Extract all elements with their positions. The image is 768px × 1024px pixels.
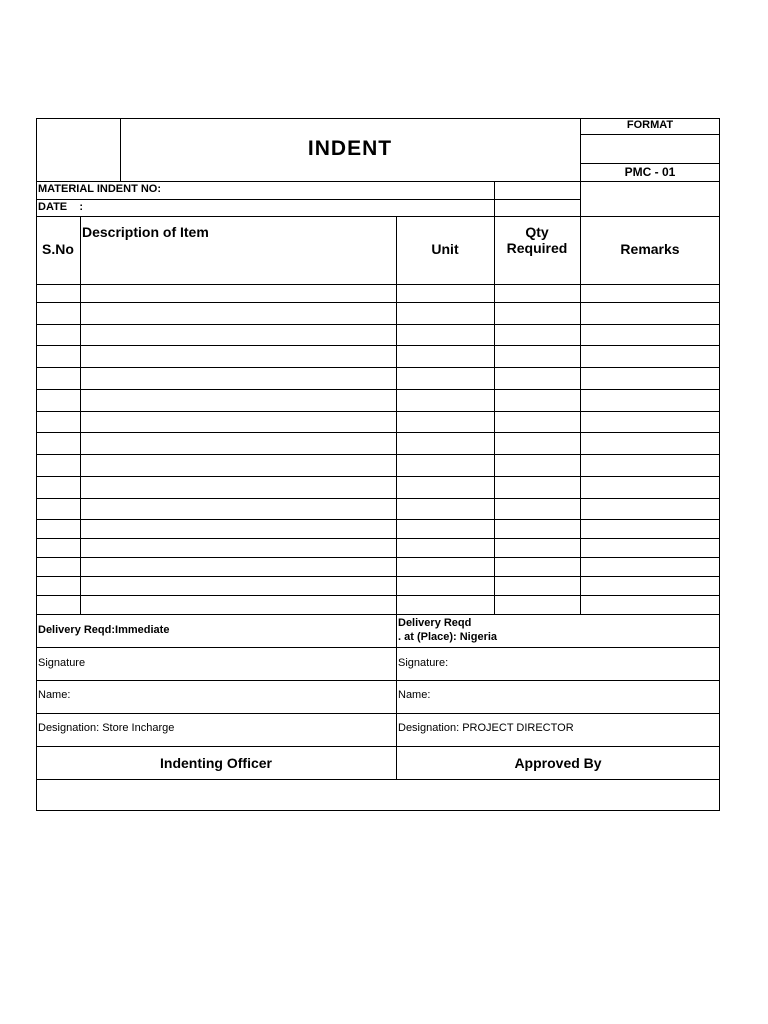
table-cell-unit[interactable] <box>398 391 492 410</box>
col-divider-qty <box>580 216 581 614</box>
table-cell-sno[interactable] <box>38 391 78 410</box>
name-left-label: Name: <box>38 689 71 701</box>
row-rule <box>36 557 720 558</box>
table-cell-remarks[interactable] <box>582 478 718 497</box>
table-cell-description[interactable] <box>82 347 394 366</box>
delivery-required-right-line2: . at (Place): Nigeria <box>398 631 498 643</box>
table-cell-sno[interactable] <box>38 369 78 388</box>
table-cell-remarks[interactable] <box>582 391 718 410</box>
row-rule <box>36 302 720 303</box>
col-header-qty: Qty <box>525 224 549 240</box>
row-rule <box>36 454 720 455</box>
row-rule <box>36 576 720 577</box>
table-cell-description[interactable] <box>82 304 394 323</box>
table-cell-sno[interactable] <box>38 540 78 556</box>
table-cell-unit[interactable] <box>398 500 492 518</box>
table-cell-qty[interactable] <box>496 456 578 475</box>
row-rule <box>36 389 720 390</box>
table-cell-sno[interactable] <box>38 347 78 366</box>
designation-right: Designation: PROJECT DIRECTOR <box>398 722 574 734</box>
col-header-remarks: Remarks <box>620 241 680 257</box>
table-cell-description[interactable] <box>82 478 394 497</box>
table-cell-description[interactable] <box>82 578 394 594</box>
table-cell-qty[interactable] <box>496 286 578 301</box>
table-cell-remarks[interactable] <box>582 578 718 594</box>
table-cell-unit[interactable] <box>398 347 492 366</box>
format-value-field[interactable] <box>581 135 719 162</box>
table-cell-description[interactable] <box>82 391 394 410</box>
row-rule <box>36 345 720 346</box>
footer-rule <box>36 779 720 780</box>
table-cell-qty[interactable] <box>496 326 578 344</box>
signature-right-label: Signature: <box>398 657 449 669</box>
table-cell-unit[interactable] <box>398 521 492 537</box>
footer-center-divider <box>396 614 397 779</box>
format-rule-3 <box>580 181 720 182</box>
signature-left-label: Signature <box>38 657 86 669</box>
delivery-required-right-line1: Delivery Reqd <box>398 617 472 629</box>
row-rule <box>36 411 720 412</box>
table-cell-sno[interactable] <box>38 304 78 323</box>
table-cell-qty[interactable] <box>496 540 578 556</box>
row-rule <box>36 432 720 433</box>
table-cell-unit[interactable] <box>398 326 492 344</box>
table-cell-unit[interactable] <box>398 478 492 497</box>
row-rule <box>36 367 720 368</box>
table-cell-description[interactable] <box>82 369 394 388</box>
table-cell-unit[interactable] <box>398 540 492 556</box>
table-cell-remarks[interactable] <box>582 413 718 431</box>
table-cell-description[interactable] <box>82 456 394 475</box>
table-cell-sno[interactable] <box>38 434 78 453</box>
table-cell-sno[interactable] <box>38 578 78 594</box>
table-cell-unit[interactable] <box>398 559 492 575</box>
table-header-bottom <box>36 284 720 285</box>
table-cell-unit[interactable] <box>398 413 492 431</box>
designation-left: Designation: Store Incharge <box>38 722 175 734</box>
table-cell-remarks[interactable] <box>582 456 718 475</box>
delivery-required-left: Delivery Reqd:Immediate <box>38 624 170 636</box>
date-label: DATE : <box>38 201 84 213</box>
form-code: PMC - 01 <box>624 165 676 179</box>
table-cell-remarks[interactable] <box>582 597 718 613</box>
table-header-top <box>36 216 720 217</box>
table-cell-sno[interactable] <box>38 478 78 497</box>
indenting-officer-label: Indenting Officer <box>160 755 272 771</box>
table-cell-unit[interactable] <box>398 369 492 388</box>
table-cell-remarks[interactable] <box>582 286 718 301</box>
col-header-qty-required: Required <box>506 240 568 256</box>
row-rule <box>36 595 720 596</box>
col-divider-description <box>396 216 397 614</box>
table-cell-remarks[interactable] <box>582 347 718 366</box>
col-divider-unit <box>494 216 495 614</box>
table-cell-qty[interactable] <box>496 478 578 497</box>
table-cell-sno[interactable] <box>38 456 78 475</box>
table-cell-qty[interactable] <box>496 597 578 613</box>
table-cell-description[interactable] <box>82 434 394 453</box>
table-cell-sno[interactable] <box>38 500 78 518</box>
table-cell-description[interactable] <box>82 559 394 575</box>
table-cell-qty[interactable] <box>496 500 578 518</box>
table-cell-qty[interactable] <box>496 521 578 537</box>
table-cell-description[interactable] <box>82 326 394 344</box>
table-cell-unit[interactable] <box>398 597 492 613</box>
table-cell-sno[interactable] <box>38 413 78 431</box>
indent-no-field[interactable] <box>495 182 579 198</box>
table-cell-remarks[interactable] <box>582 540 718 556</box>
table-cell-remarks[interactable] <box>582 369 718 388</box>
form-title: INDENT <box>307 137 393 160</box>
row-rule <box>36 538 720 539</box>
table-cell-qty[interactable] <box>496 578 578 594</box>
table-cell-remarks[interactable] <box>582 434 718 453</box>
table-bottom-rule <box>36 614 720 615</box>
table-cell-sno[interactable] <box>38 326 78 344</box>
table-cell-qty[interactable] <box>496 434 578 453</box>
table-cell-qty[interactable] <box>496 391 578 410</box>
name-right-label: Name: <box>398 689 431 701</box>
indent-no-label: MATERIAL INDENT NO: <box>38 183 162 195</box>
table-cell-remarks[interactable] <box>582 521 718 537</box>
table-cell-sno[interactable] <box>38 286 78 301</box>
table-cell-description[interactable] <box>82 413 394 431</box>
col-header-sno: S.No <box>42 241 74 257</box>
footer-rule <box>36 746 720 747</box>
table-cell-description[interactable] <box>82 286 394 301</box>
footer-rule <box>36 680 720 681</box>
footer-rule <box>36 713 720 714</box>
table-cell-sno[interactable] <box>38 521 78 537</box>
table-cell-remarks[interactable] <box>582 559 718 575</box>
table-cell-sno[interactable] <box>38 559 78 575</box>
table-cell-qty[interactable] <box>496 347 578 366</box>
row-rule <box>36 324 720 325</box>
table-cell-remarks[interactable] <box>582 500 718 518</box>
table-cell-sno[interactable] <box>38 597 78 613</box>
row-rule <box>36 498 720 499</box>
table-cell-unit[interactable] <box>398 434 492 453</box>
table-cell-unit[interactable] <box>398 286 492 301</box>
approved-by-label: Approved By <box>514 755 602 771</box>
table-cell-qty[interactable] <box>496 559 578 575</box>
col-divider-sno <box>80 216 81 614</box>
table-cell-remarks[interactable] <box>582 304 718 323</box>
table-cell-description[interactable] <box>82 540 394 556</box>
table-cell-unit[interactable] <box>398 304 492 323</box>
row-rule <box>36 519 720 520</box>
table-cell-unit[interactable] <box>398 578 492 594</box>
footer-rule <box>36 647 720 648</box>
table-cell-qty[interactable] <box>496 369 578 388</box>
table-cell-description[interactable] <box>82 500 394 518</box>
format-rule-2 <box>580 163 720 164</box>
table-cell-qty[interactable] <box>496 413 578 431</box>
table-cell-unit[interactable] <box>398 456 492 475</box>
table-cell-description[interactable] <box>82 521 394 537</box>
format-label: FORMAT <box>626 119 674 131</box>
table-cell-description[interactable] <box>82 597 394 613</box>
row-rule <box>36 476 720 477</box>
col-header-description: Description of Item <box>82 224 209 240</box>
table-cell-qty[interactable] <box>496 304 578 323</box>
table-cell-remarks[interactable] <box>582 326 718 344</box>
col-header-unit: Unit <box>431 241 459 257</box>
date-field[interactable] <box>495 200 579 215</box>
